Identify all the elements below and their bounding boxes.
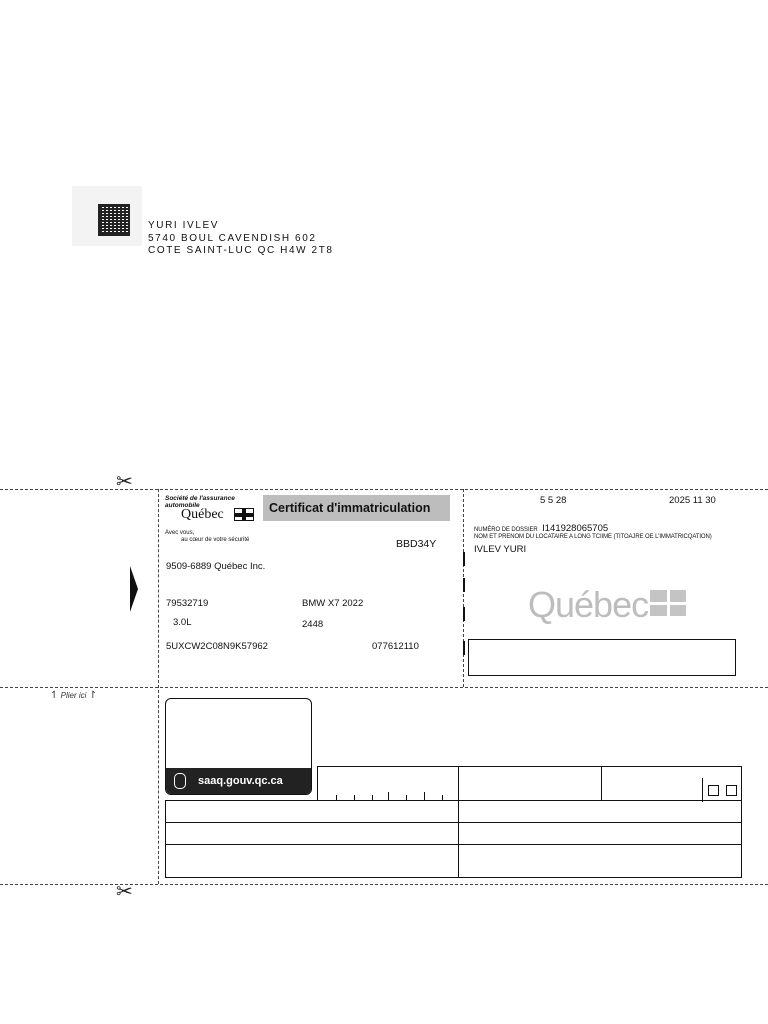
owner-name: 9509-6889 Québec Inc. xyxy=(166,561,266,572)
quebec-logo-text: Québec xyxy=(181,507,224,522)
scissors-icon: ✂ xyxy=(116,881,133,903)
scissors-icon: ✂ xyxy=(116,471,133,493)
date-full: 2025 11 30 xyxy=(669,495,716,506)
locataire-label: NOM ET PRENOM DU LOCATAIRE A LONG TCIIME (TITOAJRE OE L'IMMATRICQATION) xyxy=(474,534,712,540)
agency-name: Société de l'assurance automobile xyxy=(165,495,235,509)
engine-size: 3.0L xyxy=(173,617,192,628)
date-short: 5 5 28 xyxy=(540,495,567,506)
arrow-up-icon: ↿ xyxy=(50,690,59,701)
locataire-value: IVLEV YURI xyxy=(474,544,527,555)
certificate-title: Certificat d'immatriculation xyxy=(263,495,450,521)
grid-row-line xyxy=(166,844,741,845)
fold-instruction: ↿ Plier ici ↾ xyxy=(50,690,98,701)
grid-divider xyxy=(458,801,459,877)
fleur-de-lis-icon xyxy=(234,508,254,521)
quebec-watermark: Québec xyxy=(528,584,649,625)
signature-box xyxy=(468,639,736,676)
cell-divider xyxy=(702,778,703,802)
website-url: saaq.gouv.qc.ca xyxy=(198,775,283,787)
fold-arrow-icon xyxy=(130,566,138,612)
form-cell xyxy=(317,766,459,801)
vehicle-mass: 2448 xyxy=(302,619,324,630)
barcode-block xyxy=(72,186,142,246)
plate-number: BBD34Y xyxy=(396,538,437,550)
grid-row-line xyxy=(166,822,741,823)
datamatrix-barcode xyxy=(100,206,128,234)
fold-line xyxy=(0,687,768,688)
recipient-name: YURI IVLEV xyxy=(148,220,220,231)
checkbox[interactable] xyxy=(708,785,719,796)
margin-mark xyxy=(463,607,465,621)
dossier-label: NUMÉRO DE DOSSIER xyxy=(474,527,538,533)
form-cell xyxy=(601,766,742,801)
recipient-street: 5740 BOUL CAVENDISH 602 xyxy=(148,232,317,244)
vehicle-model: BMW X7 2022 xyxy=(302,598,364,609)
form-cell xyxy=(458,766,602,801)
dossier-value: I141928065705 xyxy=(542,523,609,534)
reference-number: 077612110 xyxy=(372,641,419,652)
margin-mark xyxy=(463,552,465,566)
recipient-address xyxy=(148,220,334,258)
recipient-city: COTE SAINT-LUC QC H4W 2T8 xyxy=(148,245,334,256)
website-bar xyxy=(166,768,311,794)
fleur-de-lis-icon xyxy=(650,590,686,616)
vertical-cut-line xyxy=(158,489,159,884)
arrow-up-icon: ↾ xyxy=(88,690,98,701)
certificate-number: 79532719 xyxy=(166,598,209,609)
margin-mark xyxy=(463,641,465,655)
website-box xyxy=(165,698,312,795)
tagline: Avec vous, au cœur de votre sécurité xyxy=(165,530,250,543)
vin-number: 5UXCW2C08N9K57962 xyxy=(166,641,268,652)
cut-line-top xyxy=(0,489,768,490)
form-grid xyxy=(165,800,742,878)
checkbox[interactable] xyxy=(726,785,737,796)
margin-mark xyxy=(463,578,465,592)
mouse-icon xyxy=(174,773,186,789)
